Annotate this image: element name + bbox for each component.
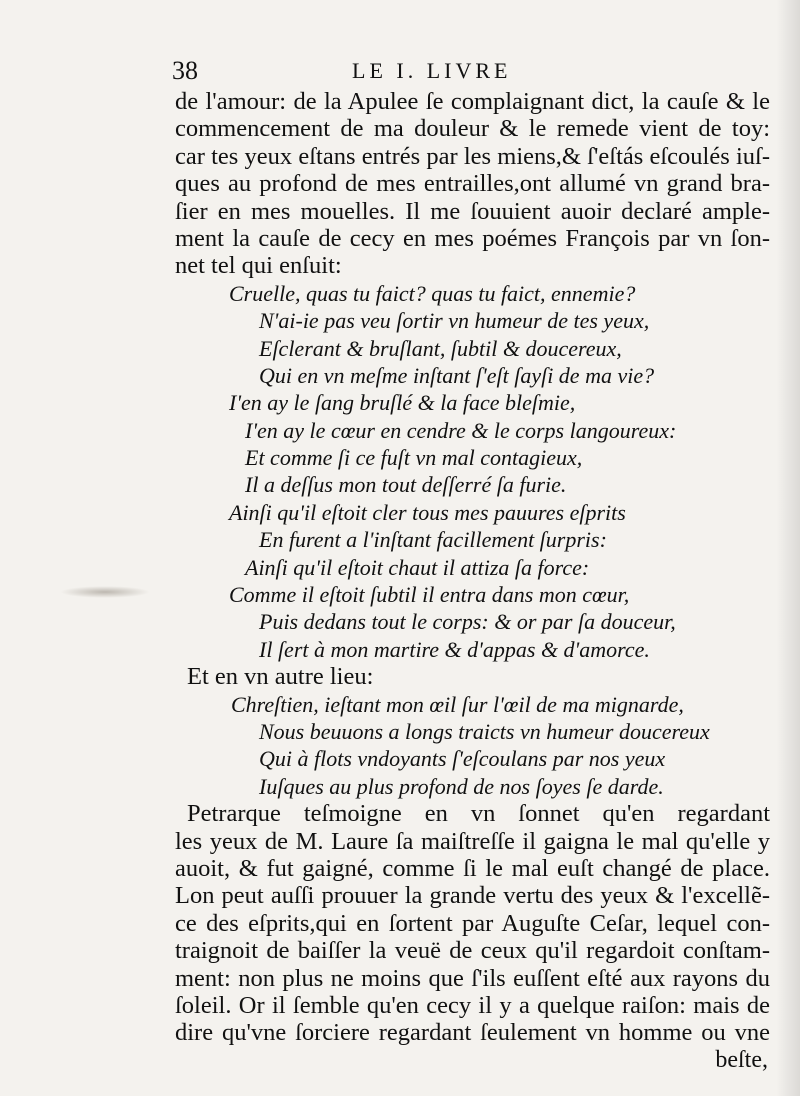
verse-line: Comme il eſtoit ſubtil il entra dans mon cœur, bbox=[229, 582, 630, 608]
text-line: les yeux de M. Laure ſa maiſtreſſe il gaigna le mal qu'elle y bbox=[175, 827, 770, 855]
text-line: dire qu'vne ſorciere regardant ſeulement vn homme ou vne bbox=[175, 1019, 770, 1047]
verse-line: Il a deſſus mon tout deſſerré ſa furie. bbox=[245, 472, 567, 498]
text-line: Petrarque teſmoigne en vn ſonnet qu'en regardant bbox=[187, 800, 770, 828]
text-line: auoit, & fut gaigné, comme ſi le mal euſt changé de place. bbox=[175, 854, 770, 882]
text-line: ſoleil. Or il ſemble qu'en cecy il y a quelque raiſon: mais de bbox=[175, 991, 770, 1019]
running-head: LE I. LIVRE bbox=[352, 58, 512, 83]
verse-line: Il ſert à mon martire & d'appas & d'amorce. bbox=[259, 636, 650, 662]
verse-line: Qui à flots vndoyants ſ'eſcoulans par nos yeux bbox=[259, 746, 666, 772]
verse-line: Qui en vn meſme inſtant ſ'eſt ſayſi de ma vie? bbox=[259, 362, 655, 388]
text-line: commencement de ma douleur & le remede vient de toy: bbox=[175, 115, 770, 143]
verse-line: Ainſi qu'il eſtoit cler tous mes pauures eſprits bbox=[229, 499, 626, 525]
verse-line: En furent a l'inſtant facillement ſurpris: bbox=[259, 527, 607, 553]
text-line: de l'amour: de la Apulee ſe complaignant dict, la cauſe & le bbox=[175, 88, 770, 115]
verse-line: Ainſi qu'il eſtoit chaut il attiza ſa force: bbox=[245, 554, 590, 580]
verse-line: Cruelle, quas tu faict? quas tu faict, ennemie? bbox=[229, 280, 636, 306]
verse-line: N'ai-ie pas veu ſortir vn humeur de tes yeux, bbox=[259, 308, 650, 334]
text-line: Et en vn autre lieu: bbox=[187, 663, 374, 691]
text-line: ment: non plus ne moins que ſ'ils euſſent eſté aux rayons du bbox=[175, 964, 770, 992]
text-line: ques au profond de mes entrailles,ont allumé vn grand bra- bbox=[175, 170, 770, 198]
text-line: net tel qui enſuit: bbox=[175, 252, 342, 280]
text-line: Lon peut auſſi prouuer la grande vertu des yeux & l'excellẽ- bbox=[175, 882, 770, 910]
verse-line: Iuſques au plus profond de nos ſoyes ſe darde. bbox=[259, 773, 664, 799]
verse-line: Et comme ſi ce fuſt vn mal contagieux, bbox=[245, 445, 583, 471]
text-line: car tes yeux eſtans entrés par les miens,& ſ'eſtás eſcoulés iuſ- bbox=[175, 142, 770, 170]
verse-line: I'en ay le cœur en cendre & le corps langoureux: bbox=[245, 417, 677, 443]
text-block bbox=[175, 88, 770, 1074]
text-line: ce des eſprits,qui en ſortent par Auguſte Ceſar, lequel con- bbox=[175, 909, 770, 937]
verse-line: I'en ay le ſang bruſlé & la face bleſmie, bbox=[229, 390, 576, 416]
catchword: beſte, bbox=[715, 1046, 768, 1073]
verse-line: Chreſtien, ieſtant mon œil ſur l'œil de ma mignarde, bbox=[231, 691, 684, 717]
text-line: ment la cauſe de cecy en mes poémes François par vn ſon- bbox=[175, 224, 770, 252]
verse-line: Eſclerant & bruſlant, ſubtil & doucereux, bbox=[259, 335, 622, 361]
page-header bbox=[168, 56, 768, 90]
verse-line: Puis dedans tout le corps: & or par ſa douceur, bbox=[259, 609, 676, 635]
text-line: ſier en mes mouelles. Il me ſouuient auoir declaré ample- bbox=[175, 197, 770, 225]
page-edge-shadow bbox=[776, 0, 800, 1096]
verse-line: Nous beuuons a longs traicts vn humeur doucereux bbox=[259, 718, 710, 744]
text-line: traignoit de baiſſer la veuë de ceux qu'il regardoit conſtam- bbox=[175, 937, 770, 965]
ink-smudge bbox=[60, 586, 150, 598]
page-number: 38 bbox=[172, 56, 198, 85]
